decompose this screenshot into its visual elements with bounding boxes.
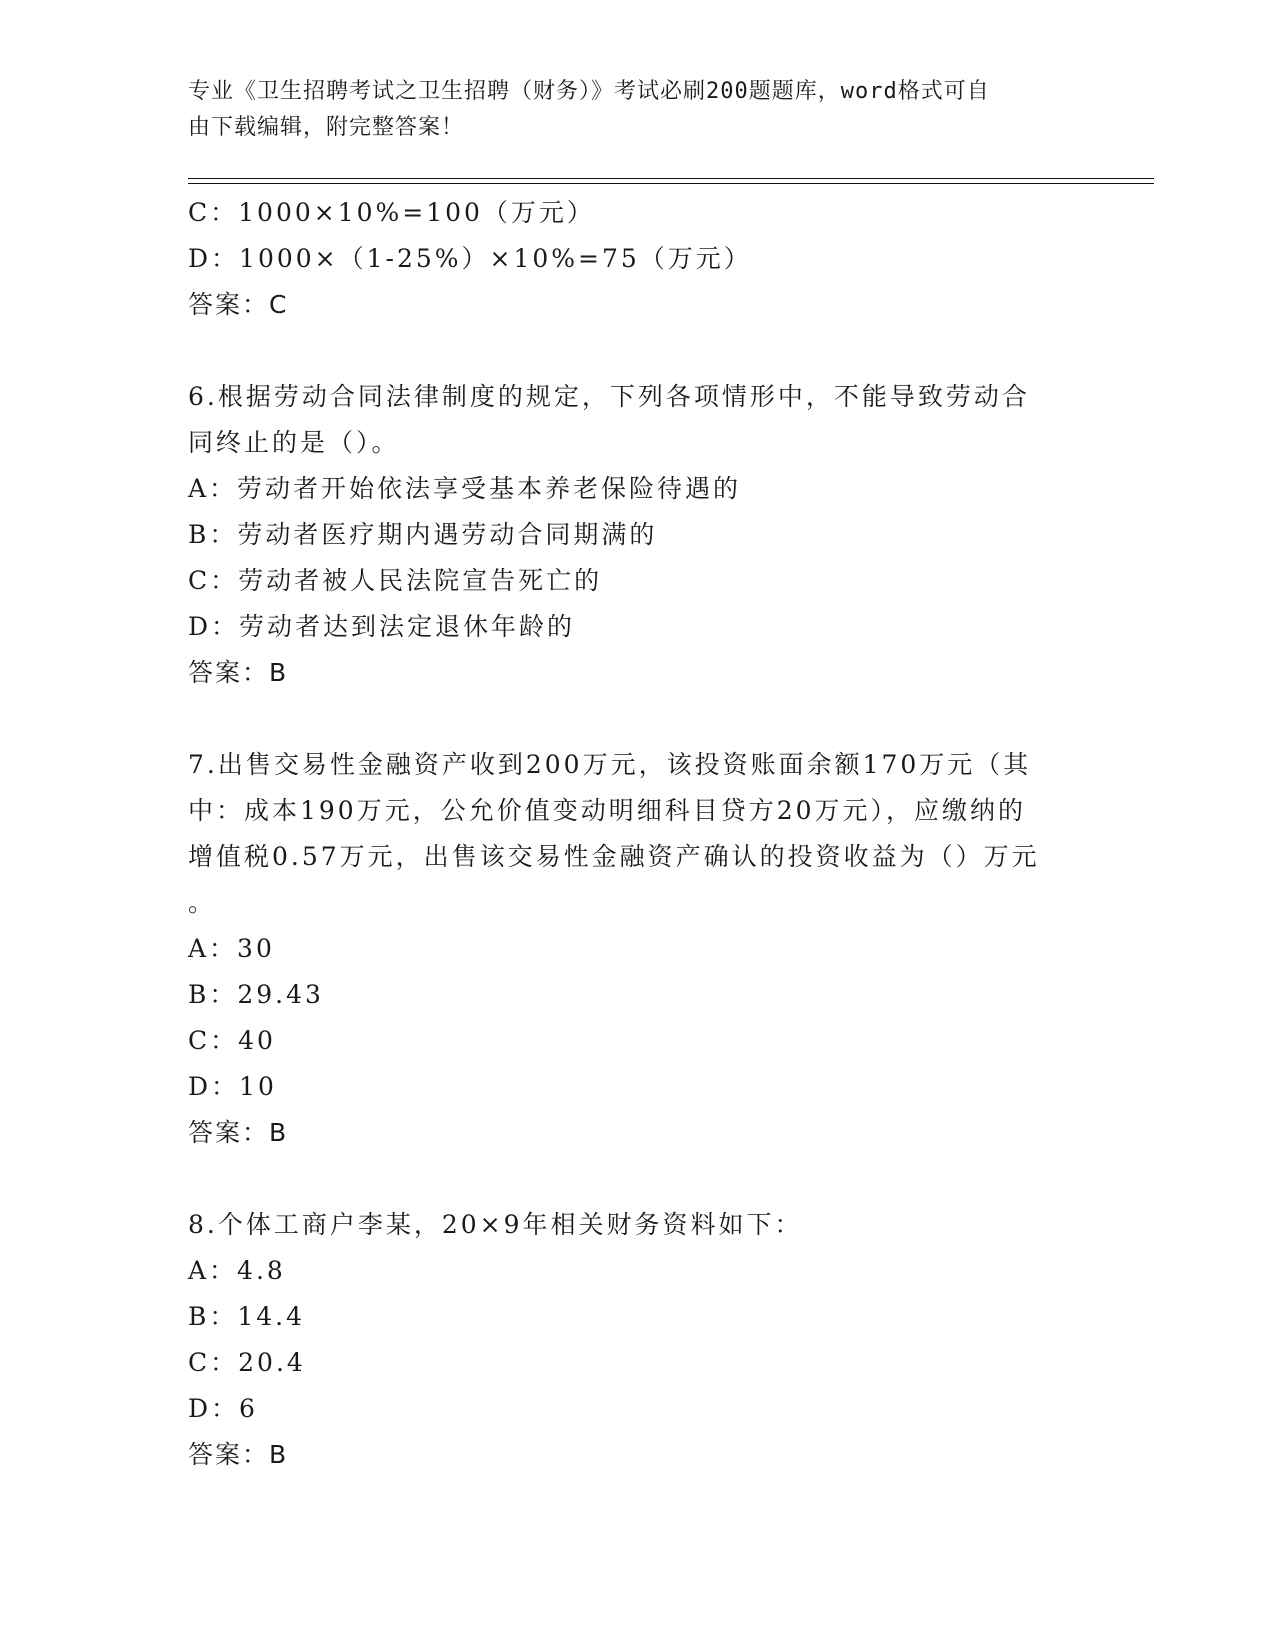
header-divider-thin — [188, 183, 1154, 184]
question-stem-line: 增值税0.57万元，出售该交易性金融资产确认的投资收益为（）万元 — [188, 842, 1040, 871]
option-b: B：29.43 — [188, 980, 324, 1009]
question-7 — [188, 742, 1088, 1156]
option-d: D：1000×（1-25%）×10%=75（万元） — [188, 244, 752, 273]
option-a: A：劳动者开始依法享受基本养老保险待遇的 — [188, 474, 742, 503]
option-c: C：20.4 — [188, 1348, 306, 1377]
option-d: D：10 — [188, 1072, 277, 1101]
header-divider-thick — [188, 178, 1154, 179]
question-8 — [188, 1202, 1088, 1478]
question-stem-line: 8.个体工商户李某，20×9年相关财务资料如下： — [188, 1210, 803, 1239]
header-line-2: 由下载编辑，附完整答案！ — [188, 115, 465, 140]
question-stem-line: 。 — [188, 888, 217, 917]
option-c: C：40 — [188, 1026, 276, 1055]
question-5-tail — [188, 190, 1088, 328]
answer-label: 答案：B — [188, 1118, 289, 1147]
option-c: C：1000×10%=100（万元） — [188, 198, 595, 227]
option-a: A：4.8 — [188, 1256, 286, 1285]
answer-label: 答案：B — [188, 658, 289, 687]
answer-label: 答案：B — [188, 1440, 289, 1469]
question-stem-line: 6.根据劳动合同法律制度的规定，下列各项情形中，不能导致劳动合 — [188, 382, 1030, 411]
question-stem-line: 7.出售交易性金融资产收到200万元，该投资账面余额170万元（其 — [188, 750, 1032, 779]
spacer — [188, 696, 1088, 742]
spacer — [188, 328, 1088, 374]
option-b: B：劳动者医疗期内遇劳动合同期满的 — [188, 520, 658, 549]
document-header — [188, 74, 1068, 146]
answer-label: 答案：C — [188, 290, 289, 319]
question-6 — [188, 374, 1088, 696]
option-d: D：6 — [188, 1394, 258, 1423]
header-line-1: 专业《卫生招聘考试之卫生招聘（财务）》考试必刷200题题库，word格式可自 — [188, 79, 990, 104]
question-list — [188, 190, 1088, 1478]
question-stem-line: 中：成本190万元，公允价值变动明细科目贷方20万元），应缴纳的 — [188, 796, 1027, 825]
spacer — [188, 1156, 1088, 1202]
option-b: B：14.4 — [188, 1302, 306, 1331]
option-a: A：30 — [188, 934, 275, 963]
question-stem-line: 同终止的是（）。 — [188, 428, 400, 457]
option-d: D：劳动者达到法定退休年龄的 — [188, 612, 576, 641]
option-c: C：劳动者被人民法院宣告死亡的 — [188, 566, 603, 595]
